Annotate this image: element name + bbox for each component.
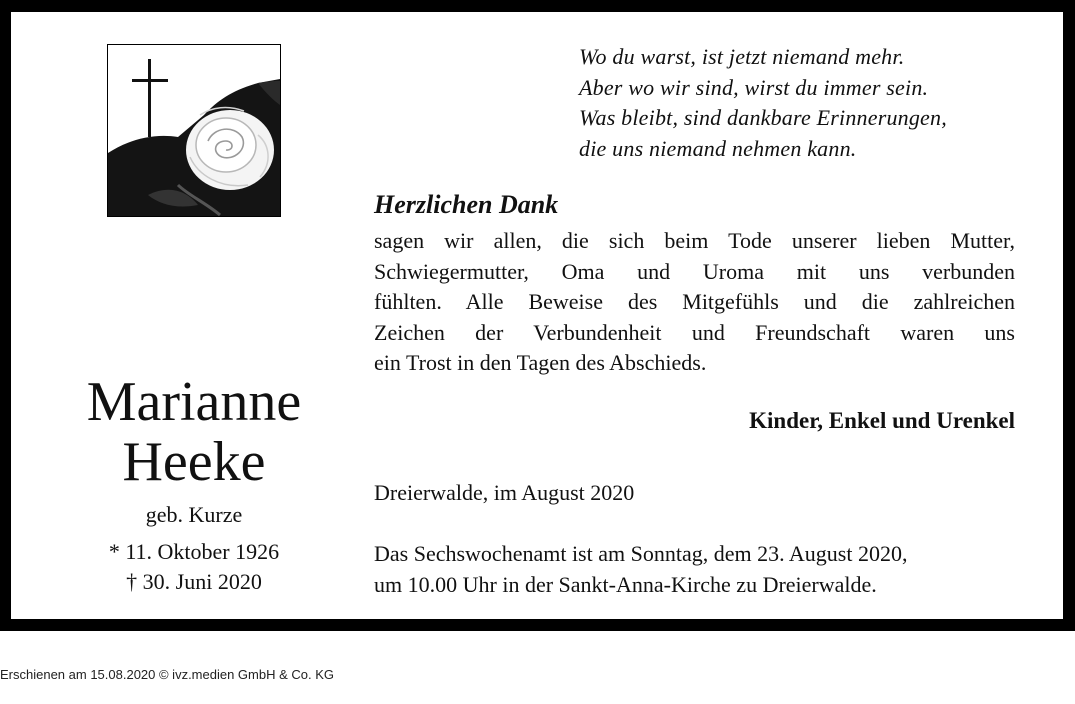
deceased-first-name: Marianne [86,371,302,433]
thanks-text [374,226,1015,379]
memorial-mass-info [374,539,907,600]
cross-and-rose-photo [107,44,281,217]
thanks-line: Schwiegermutter, Oma und Uroma mit uns verbunden [374,258,1015,284]
poem-line: die uns niemand nehmen kann. [579,135,857,161]
mass-line: Das Sechswochenamt ist am Sonntag, dem 23. August 2020, [374,541,908,566]
poem [579,42,1049,164]
poem-line: Aber wo wir sind, wirst du immer sein. [579,74,929,100]
death-date: † 30. Juni 2020 [126,569,262,594]
thanks-line: Zeichen der Verbundenheit und Freundschaft waren uns [374,319,1015,345]
thanks-line: sagen wir allen, die sich beim Tode unserer lieben Mutter, [374,228,1015,253]
place-and-date: Dreierwalde, im August 2020 [374,480,635,505]
poem-line: Was bleibt, sind dankbare Erinnerungen, [579,105,947,130]
poem-line: Wo du warst, ist jetzt niemand mehr. [579,44,905,69]
thanks-heading: Herzlichen Dank [374,190,559,219]
signature: Kinder, Enkel und Urenkel [749,408,1015,433]
publication-footer: Erschienen am 15.08.2020 © ivz.medien GmbH & Co. KG [0,667,335,682]
birth-date: * 11. Oktober 1926 [108,539,280,564]
deceased-last-name: Heeke [122,431,266,493]
thanks-line: fühlten. Alle Beweise des Mitgefühls und die zahlreichen [374,289,1015,314]
obituary-panel [11,12,1063,619]
thanks-line: ein Trost in den Tagen des Abschieds. [374,350,707,375]
maiden-name: geb. Kurze [145,502,243,527]
cross-and-white-rose-icon [108,45,280,216]
mass-line: um 10.00 Uhr in der Sankt-Anna-Kirche zu Dreierwalde. [374,571,877,597]
